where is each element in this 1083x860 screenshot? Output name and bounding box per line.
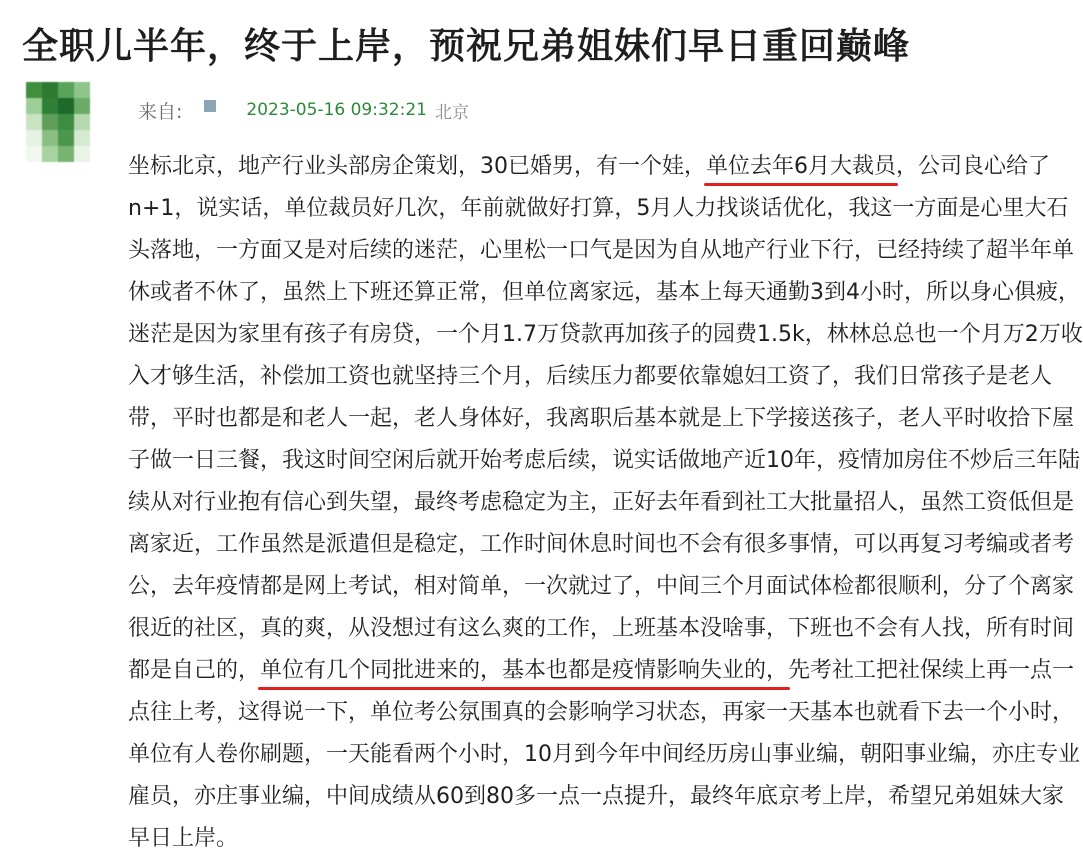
source-label: 来自: xyxy=(138,100,183,123)
post-body-line xyxy=(128,230,1078,272)
avatar-pixel xyxy=(42,146,58,162)
avatar-pixel xyxy=(58,130,74,146)
line-text: 迷茫是因为家里有孩子有房贷，一个月1.7万贷款再加孩子的园费1.5k，林林总总也一个月万2万收 xyxy=(128,322,1083,347)
post-body-line xyxy=(128,524,1078,566)
post-body-line xyxy=(128,272,1078,314)
post-body-line xyxy=(128,566,1078,608)
post-body-line xyxy=(128,692,1078,734)
line-text: 头落地，一方面又是对后续的迷茫，心里松一口气是因为自从地产行业下行，已经持续了超半年单 xyxy=(128,238,1075,263)
post-body-line xyxy=(128,440,1078,482)
line-text: 先考社工把社保续上再一点一 xyxy=(788,658,1075,683)
line-text: 雇员，亦庄事业编，中间成绩从60到80多一点一点提升，最终年底京考上岸，希望兄弟姐妹大家 xyxy=(128,784,1064,809)
line-text: 很近的社区，真的爽，从没想过有这么爽的工作，上班基本没啥事，下班也不会有人找，所有时间 xyxy=(128,616,1075,641)
avatar-pixel xyxy=(74,82,90,98)
line-text: 都是自己的， xyxy=(128,658,261,683)
avatar-pixel xyxy=(42,82,58,98)
line-text: 坐标北京，地产行业头部房企策划，30已婚男，有一个娃， xyxy=(128,154,706,179)
post-body-line xyxy=(128,482,1078,524)
avatar-pixel xyxy=(74,130,90,146)
avatar-pixel xyxy=(26,82,42,98)
avatar-pixel xyxy=(42,130,58,146)
line-text: 子做一日三餐，我这时间空闲后就开始考虑后续，说实话做地产近10年，疫情加房住不炒后三年陆 xyxy=(128,448,1080,473)
post-timestamp: 2023-05-16 09:32:21 xyxy=(246,100,427,120)
avatar-pixel xyxy=(26,98,42,114)
line-text: ，公司良心给了 xyxy=(896,154,1051,179)
avatar-pixel xyxy=(26,130,42,146)
post-body-line xyxy=(128,776,1078,818)
highlighted-text: 单位去年6月大裁员 xyxy=(706,146,896,188)
line-text: 入才够生活，补偿加工资也就坚持三个月，后续压力都要依靠媳妇工资了，我们日常孩子是老人 xyxy=(128,364,1053,389)
user-badge-icon[interactable] xyxy=(204,100,216,112)
post-body-line xyxy=(128,398,1078,440)
line-text: 续从对行业抱有信心到失望，最终考虑稳定为主，正好去年看到社工大批量招人，虽然工资低但是 xyxy=(128,490,1075,515)
post-body-line xyxy=(128,818,1078,860)
post-body-line xyxy=(128,608,1078,650)
post-body-line xyxy=(128,356,1078,398)
line-text: 离家近，工作虽然是派遣但是稳定，工作时间休息时间也不会有很多事情，可以再复习考编或者考 xyxy=(128,532,1075,557)
avatar-pixel xyxy=(74,146,90,162)
post-body-line xyxy=(128,314,1083,356)
avatar-pixel xyxy=(26,114,42,130)
post-body-line xyxy=(128,650,1078,692)
avatar-pixel xyxy=(58,82,74,98)
post-title: 全职儿半年，终于上岸，预祝兄弟姐妹们早日重回巅峰 xyxy=(22,26,911,67)
line-text: 早日上岸。 xyxy=(128,826,239,851)
avatar-pixel xyxy=(58,98,74,114)
line-text: 带，平时也都是和老人一起，老人身体好，我离职后基本就是上下学接送孩子，老人平时收拾下屋 xyxy=(128,406,1075,431)
avatar-pixel xyxy=(74,98,90,114)
line-text: 公，去年疫情都是网上考试，相对简单，一次就过了，中间三个月面试体检都很顺利，分了个离家 xyxy=(128,574,1075,599)
line-text: n+1，说实话，单位裁员好几次，年前就做好打算，5月人力找谈话优化，我这一方面是心里大石 xyxy=(128,196,1069,221)
avatar[interactable] xyxy=(26,82,90,162)
avatar-pixel xyxy=(42,98,58,114)
avatar-pixel xyxy=(42,114,58,130)
post-body-line xyxy=(128,188,1078,230)
avatar-pixel xyxy=(58,146,74,162)
post-location: 北京 xyxy=(434,102,469,123)
post-body xyxy=(128,146,1083,860)
post-meta xyxy=(138,96,469,124)
post-body-line xyxy=(128,734,1078,776)
line-text: 单位有人卷你刷题，一天能看两个小时，10月到今年中间经历房山事业编，朝阳事业编，亦庄专业 xyxy=(128,742,1080,767)
line-text: 点往上考，这得说一下，单位考公氛围真的会影响学习状态，再家一天基本也就看下去一个小时， xyxy=(128,700,1075,725)
highlighted-text: 单位有几个同批进来的，基本也都是疫情影响失业的， xyxy=(260,650,788,692)
avatar-pixel xyxy=(26,146,42,162)
post-body-line xyxy=(128,146,1078,188)
avatar-pixel xyxy=(74,114,90,130)
avatar-pixel xyxy=(58,114,74,130)
line-text: 休或者不休了，虽然上下班还算正常，但单位离家远，基本上每天通勤3到4小时，所以身心俱疲， xyxy=(128,280,1080,305)
